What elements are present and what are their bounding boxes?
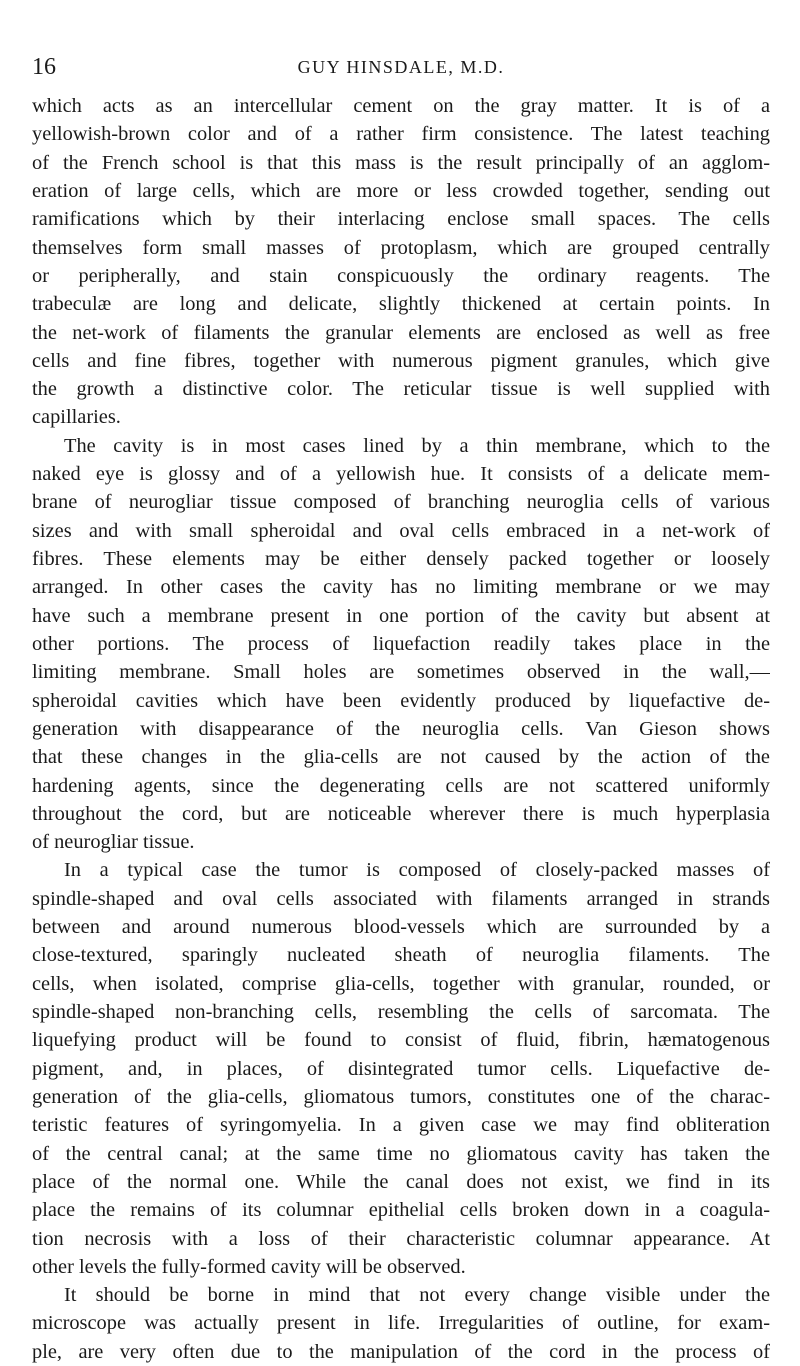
text-line: that these changes in the glia-cells are not caused by the action of the: [32, 746, 770, 769]
page-number: 16: [32, 54, 56, 80]
text-line: spindle-shaped non-branching cells, resembling the cells of sarcomata. The: [32, 1001, 770, 1023]
text-line: The cavity is in most cases lined by a thin membrane, which to the: [64, 434, 770, 457]
text-line: In a typical case the tumor is composed of closely-packed masses of: [64, 859, 770, 882]
text-line: close-textured, sparingly nucleated sheath of neuroglia filaments. The: [32, 944, 770, 967]
text-line: cells and fine fibres, together with numerous pigment granules, which give: [32, 349, 770, 372]
running-head: [32, 52, 770, 82]
text-line: limiting membrane. Small holes are sometimes observed in the wall,—: [32, 661, 770, 684]
text-line: tion necrosis with a loss of their characteristic columnar appearance. At: [32, 1227, 770, 1250]
running-head-author: GUY HINSDALE, M.D.: [297, 57, 505, 77]
text-line: the net-work of filaments the granular elements are enclosed as well as free: [32, 321, 770, 344]
text-line: fibres. These elements may be either densely packed together or loosely: [32, 548, 770, 570]
text-line: cells, when isolated, comprise glia-cells, together with granular, rounded, or: [32, 972, 770, 995]
text-line: other portions. The process of liquefaction readily takes place in the: [32, 632, 770, 655]
text-line: which acts as an intercellular cement on the gray matter. It is of a: [32, 95, 770, 117]
text-line: generation of the glia-cells, gliomatous tumors, constitutes one of the charac-: [32, 1085, 770, 1108]
body-text: [32, 92, 770, 1366]
text-line: arranged. In other cases the cavity has no limiting membrane or we may: [32, 576, 770, 599]
text-line: place of the normal one. While the canal does not exist, we find in its: [32, 1170, 770, 1193]
text-line: microscope was actually present in life. Irregularities of outline, for exam-: [32, 1312, 770, 1335]
text-line: trabeculæ are long and delicate, slightly thickened at certain points. In: [32, 293, 770, 316]
text-line: sizes and with small spheroidal and oval cells embraced in a net-work of: [32, 519, 770, 542]
text-line: the growth a distinctive color. The reticular tissue is well supplied with: [32, 378, 770, 401]
text-line: eration of large cells, which are more or less crowded together, sending out: [32, 179, 770, 202]
text-line: capillaries.: [32, 406, 121, 429]
text-line: yellowish-brown color and of a rather firm consistence. The latest teaching: [32, 123, 770, 146]
text-line: naked eye is glossy and of a yellowish hue. It consists of a delicate mem-: [32, 463, 770, 486]
text-line: or peripherally, and stain conspicuously the ordinary reagents. The: [32, 264, 770, 287]
text-line: generation with disappearance of the neuroglia cells. Van Gieson shows: [32, 717, 770, 740]
text-line: ple, are very often due to the manipulation of the cord in the process of: [32, 1340, 770, 1363]
text-line: ramifications which by their interlacing enclose small spaces. The cells: [32, 208, 770, 231]
text-line: of the French school is that this mass is the result principally of an agglom-: [32, 151, 770, 174]
text-line: hardening agents, since the degenerating cells are not scattered uniformly: [32, 774, 770, 797]
text-line: of the central canal; at the same time no gliomatous cavity has taken the: [32, 1142, 770, 1165]
text-line: spheroidal cavities which have been evidently produced by liquefactive de-: [32, 689, 770, 712]
text-line: between and around numerous blood-vessels which are surrounded by a: [32, 916, 770, 939]
text-line: other levels the fully-formed cavity will be observed.: [32, 1255, 466, 1278]
text-line: pigment, and, in places, of disintegrated tumor cells. Liquefactive de-: [32, 1057, 770, 1080]
text-line: themselves form small masses of protoplasm, which are grouped centrally: [32, 236, 770, 259]
text-line: place the remains of its columnar epithelial cells broken down in a coagula-: [32, 1199, 770, 1222]
text-line: throughout the cord, but are noticeable wherever there is much hyperplasia: [32, 802, 770, 825]
text-line: of neurogliar tissue.: [32, 831, 195, 854]
text-line: It should be borne in mind that not every change visible under the: [64, 1284, 770, 1307]
text-line: spindle-shaped and oval cells associated with filaments arranged in strands: [32, 887, 770, 910]
text-line: teristic features of syringomyelia. In a given case we may find obliteration: [32, 1114, 770, 1137]
text-line: liquefying product will be found to consist of fluid, fibrin, hæmatogenous: [32, 1029, 770, 1052]
text-line: have such a membrane present in one portion of the cavity but absent at: [32, 604, 770, 627]
text-line: brane of neurogliar tissue composed of branching neuroglia cells of various: [32, 491, 770, 514]
